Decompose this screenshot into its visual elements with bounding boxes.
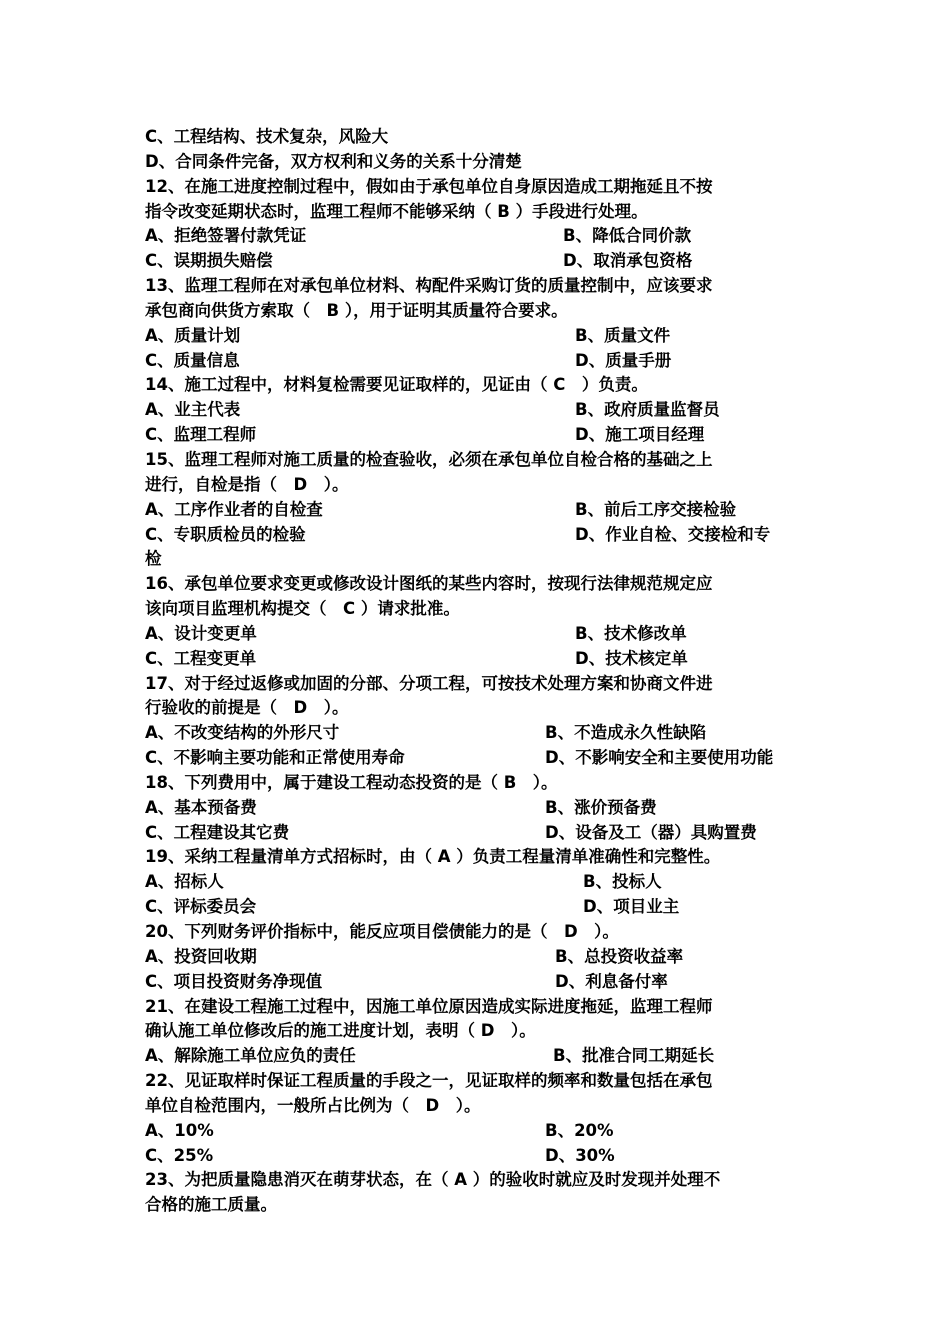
question-12-text-cont: 指令改变延期状态时，监理工程师不能够采纳（ B ）手段进行处理。 [145, 201, 648, 221]
question-21-text-cont: 确认施工单位修改后的施工进度计划，表明（ D ）。 [145, 1021, 536, 1041]
question-20-text: 20、下列财务评价指标中，能反应项目偿债能力的是（ D ）。 [145, 922, 619, 941]
option-c: C、监理工程师 [145, 425, 257, 445]
option-d: D、项目业主 [583, 897, 680, 917]
option-a: A、不改变结构的外形尺寸 [145, 723, 340, 743]
question-12-options-row-1 [145, 224, 815, 249]
question-23-text: 23、为把质量隐患消灭在萌芽状态，在（ A ）的验收时就应及时发现并处理不 [145, 1170, 721, 1190]
question-22-text: 22、见证取样时保证工程质量的手段之一，见证取样的频率和数量包括在承包 [145, 1071, 713, 1091]
question-20-options-row-1 [145, 945, 815, 970]
option-d: D、不影响安全和主要使用功能 [545, 748, 774, 768]
option-d: D、施工项目经理 [575, 425, 705, 445]
option-b: B、20% [545, 1120, 614, 1140]
question-13-text-cont: 承包商向供货方索取（ B ），用于证明其质量符合要求。 [145, 300, 568, 320]
question-21-options-row-1 [145, 1044, 815, 1069]
option-b: B、批准合同工期延长 [553, 1046, 715, 1066]
option-d: D、取消承包资格 [563, 251, 693, 271]
question-13-options-row-1 [145, 324, 815, 349]
option-a: A、投资回收期 [145, 946, 257, 966]
question-12-options-row-2 [145, 249, 815, 274]
question-17-text-cont: 行验收的前提是（ D ）。 [145, 698, 349, 718]
question-14-options-row-2 [145, 423, 815, 448]
question-13-text: 13、监理工程师在对承包单位材料、构配件采购订货的质量控制中，应该要求 [145, 276, 713, 296]
option-d: D、30% [545, 1145, 615, 1165]
option-d: D、合同条件完备，双方权利和义务的关系十分清楚 [145, 151, 522, 171]
option-b: B、技术修改单 [575, 623, 687, 643]
option-a: A、拒绝签署付款凭证 [145, 226, 307, 246]
question-17-options-row-2 [145, 746, 815, 771]
option-c: C、质量信息 [145, 350, 240, 370]
option-b: B、总投资收益率 [555, 946, 684, 966]
question-20-options-row-2 [145, 970, 815, 995]
question-15-options-row-2 [145, 523, 815, 548]
option-c: C、不影响主要功能和正常使用寿命 [145, 748, 405, 768]
question-19-options-row-2 [145, 895, 815, 920]
option-b: B、质量文件 [575, 325, 671, 345]
question-12-text: 12、在施工进度控制过程中，假如由于承包单位自身原因造成工期拖延且不按 [145, 176, 713, 196]
option-d-wrap: 检 [145, 549, 162, 569]
question-17-options-row-1 [145, 721, 815, 746]
question-15-text: 15、监理工程师对施工质量的检查验收，必须在承包单位自检合格的基础之上 [145, 449, 713, 469]
option-b: B、降低合同价款 [563, 226, 692, 246]
option-a: A、10% [145, 1120, 214, 1140]
option-c: C、误期损失赔偿 [145, 251, 273, 271]
option-d: D、作业自检、交接检和专 [575, 524, 771, 544]
question-18-options-row-2 [145, 821, 815, 846]
option-c: C、工程变更单 [145, 648, 257, 668]
question-15-text-cont: 进行，自检是指（ D ）。 [145, 474, 349, 494]
question-16-options-row-1 [145, 622, 815, 647]
option-c: C、专职质检员的检验 [145, 524, 306, 544]
question-22-options-row-2 [145, 1144, 815, 1169]
question-23-text-cont: 合格的施工质量。 [145, 1195, 277, 1215]
question-14-text: 14、施工过程中，材料复检需要见证取样的，见证由（ C ）负责。 [145, 375, 648, 395]
question-14-options-row-1 [145, 398, 815, 423]
option-a: A、招标人 [145, 872, 224, 892]
option-d: D、质量手册 [575, 350, 672, 370]
option-b: B、涨价预备费 [545, 797, 657, 817]
question-21-text: 21、在建设工程施工过程中，因施工单位原因造成实际进度拖延，监理工程师 [145, 996, 713, 1016]
option-b: B、投标人 [583, 872, 662, 892]
question-19-options-row-1 [145, 870, 815, 895]
option-a: A、解除施工单位应负的责任 [145, 1046, 356, 1066]
question-16-text-cont: 该向项目监理机构提交（ C ）请求批准。 [145, 599, 460, 619]
question-13-options-row-2 [145, 349, 815, 374]
option-b: B、前后工序交接检验 [575, 499, 737, 519]
question-18-options-row-1 [145, 796, 815, 821]
option-c: C、工程结构、技术复杂，风险大 [145, 127, 389, 146]
document-page [145, 125, 815, 1218]
question-16-options-row-2 [145, 647, 815, 672]
option-d: D、技术核定单 [575, 648, 688, 668]
option-a: A、基本预备费 [145, 797, 257, 817]
option-c: C、25% [145, 1145, 214, 1165]
option-d: D、设备及工（器）具购置费 [545, 822, 757, 842]
question-18-text: 18、下列费用中，属于建设工程动态投资的是（ B ）。 [145, 772, 558, 792]
question-19-text: 19、采纳工程量清单方式招标时，由（ A ）负责工程量清单准确性和完整性。 [145, 847, 721, 867]
option-a: A、业主代表 [145, 400, 241, 420]
option-b: B、政府质量监督员 [575, 400, 720, 420]
question-16-text: 16、承包单位要求变更或修改设计图纸的某些内容时，按现行法律规范规定应 [145, 574, 713, 594]
option-b: B、不造成永久性缺陷 [545, 723, 707, 743]
question-22-text-cont: 单位自检范围内，一般所占比例为（ D ）。 [145, 1095, 481, 1115]
option-c: C、项目投资财务净现值 [145, 971, 323, 991]
option-c: C、工程建设其它费 [145, 822, 290, 842]
option-a: A、质量计划 [145, 325, 241, 345]
question-17-text: 17、对于经过返修或加固的分部、分项工程，可按技术处理方案和协商文件进 [145, 673, 713, 693]
option-d: D、利息备付率 [555, 971, 668, 991]
option-a: A、设计变更单 [145, 623, 257, 643]
question-15-options-row-1 [145, 498, 815, 523]
option-c: C、评标委员会 [145, 897, 257, 917]
question-22-options-row-1 [145, 1119, 815, 1144]
option-a: A、工序作业者的自检查 [145, 499, 323, 519]
